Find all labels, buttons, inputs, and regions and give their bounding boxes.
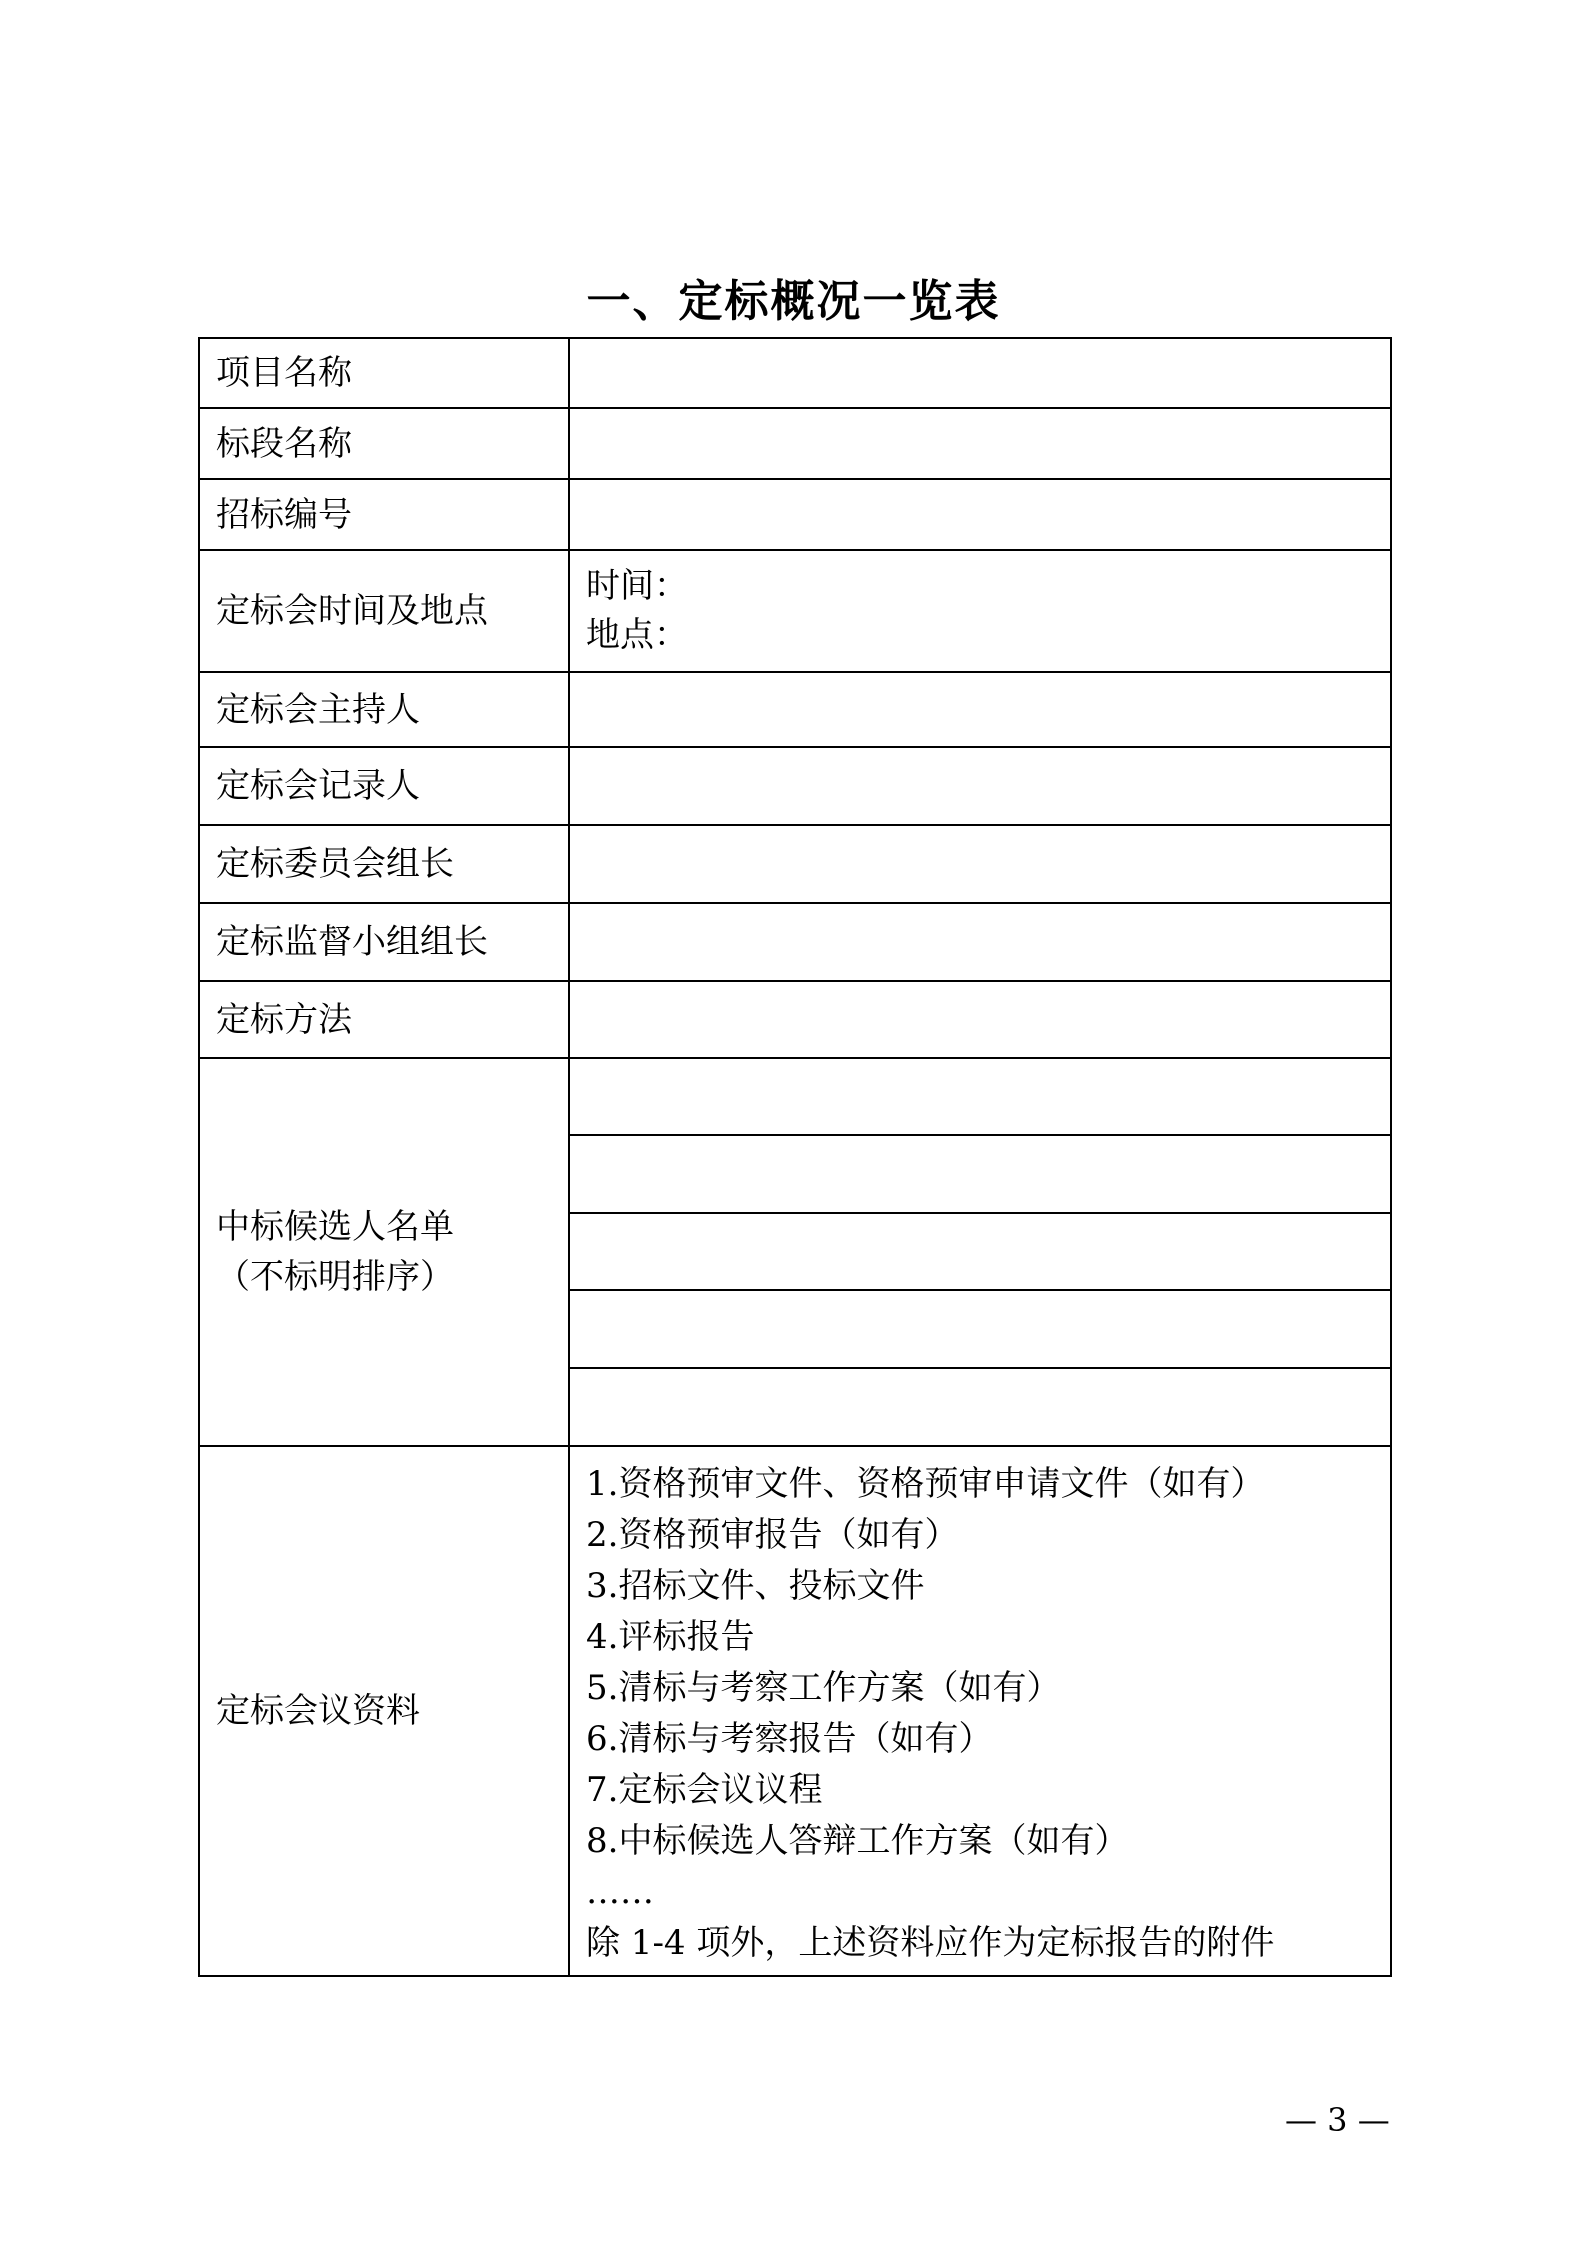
row-meeting-time-place	[199, 550, 1391, 672]
label-recorder: 定标会记录人	[199, 747, 569, 825]
materials-item: 4.评标报告	[586, 1617, 755, 1657]
value-host	[569, 672, 1391, 747]
label-section-name: 标段名称	[199, 408, 569, 479]
materials-item: 7.定标会议议程	[586, 1770, 823, 1810]
value-section-name	[569, 408, 1391, 479]
materials-item: 1.资格预审文件、资格预审申请文件（如有）	[586, 1464, 1265, 1504]
value-meeting-time-place	[569, 550, 1391, 672]
value-project-name	[569, 338, 1391, 408]
label-method: 定标方法	[199, 981, 569, 1058]
label-materials: 定标会议资料	[199, 1446, 569, 1976]
row-committee-leader	[199, 825, 1391, 903]
materials-item: 2.资格预审报告（如有）	[586, 1515, 959, 1555]
row-candidate-1	[199, 1058, 1391, 1135]
value-method	[569, 981, 1391, 1058]
meeting-time-label: 时间：	[586, 566, 688, 606]
materials-item: 8.中标候选人答辩工作方案（如有）	[586, 1821, 1129, 1861]
value-supervision-leader	[569, 903, 1391, 981]
row-project-name	[199, 338, 1391, 408]
meeting-place-label: 地点：	[586, 615, 688, 655]
value-committee-leader	[569, 825, 1391, 903]
label-supervision-leader: 定标监督小组组长	[199, 903, 569, 981]
materials-item: 5.清标与考察工作方案（如有）	[586, 1668, 1061, 1708]
candidate-entry-3	[569, 1213, 1391, 1290]
row-tender-number	[199, 479, 1391, 550]
candidate-entry-2	[569, 1135, 1391, 1213]
label-meeting-time-place: 定标会时间及地点	[199, 550, 569, 672]
page-title: 一、定标概况一览表	[586, 276, 1001, 327]
value-recorder	[569, 747, 1391, 825]
candidates-label-line1: 中标候选人名单	[216, 1207, 454, 1247]
candidate-entry-1	[569, 1058, 1391, 1135]
row-section-name	[199, 408, 1391, 479]
materials-item: ……	[586, 1872, 654, 1912]
value-tender-number	[569, 479, 1391, 550]
candidate-entry-4	[569, 1290, 1391, 1368]
row-host	[199, 672, 1391, 747]
row-method	[199, 981, 1391, 1058]
label-candidates	[199, 1058, 569, 1446]
label-project-name: 项目名称	[199, 338, 569, 408]
label-committee-leader: 定标委员会组长	[199, 825, 569, 903]
value-materials	[569, 1446, 1391, 1976]
candidates-label-line2: （不标明排序）	[216, 1257, 454, 1297]
materials-item: 6.清标与考察报告（如有）	[586, 1719, 993, 1759]
row-supervision-leader	[199, 903, 1391, 981]
materials-item: 3.招标文件、投标文件	[586, 1566, 925, 1606]
label-tender-number: 招标编号	[199, 479, 569, 550]
materials-note: 除 1-4 项外，上述资料应作为定标报告的附件	[586, 1923, 1275, 1963]
label-host: 定标会主持人	[199, 672, 569, 747]
bid-award-summary-table	[198, 337, 1392, 1977]
candidate-entry-5	[569, 1368, 1391, 1446]
page-number: — 3 —	[1285, 2101, 1390, 2139]
row-recorder	[199, 747, 1391, 825]
row-materials	[199, 1446, 1391, 1976]
